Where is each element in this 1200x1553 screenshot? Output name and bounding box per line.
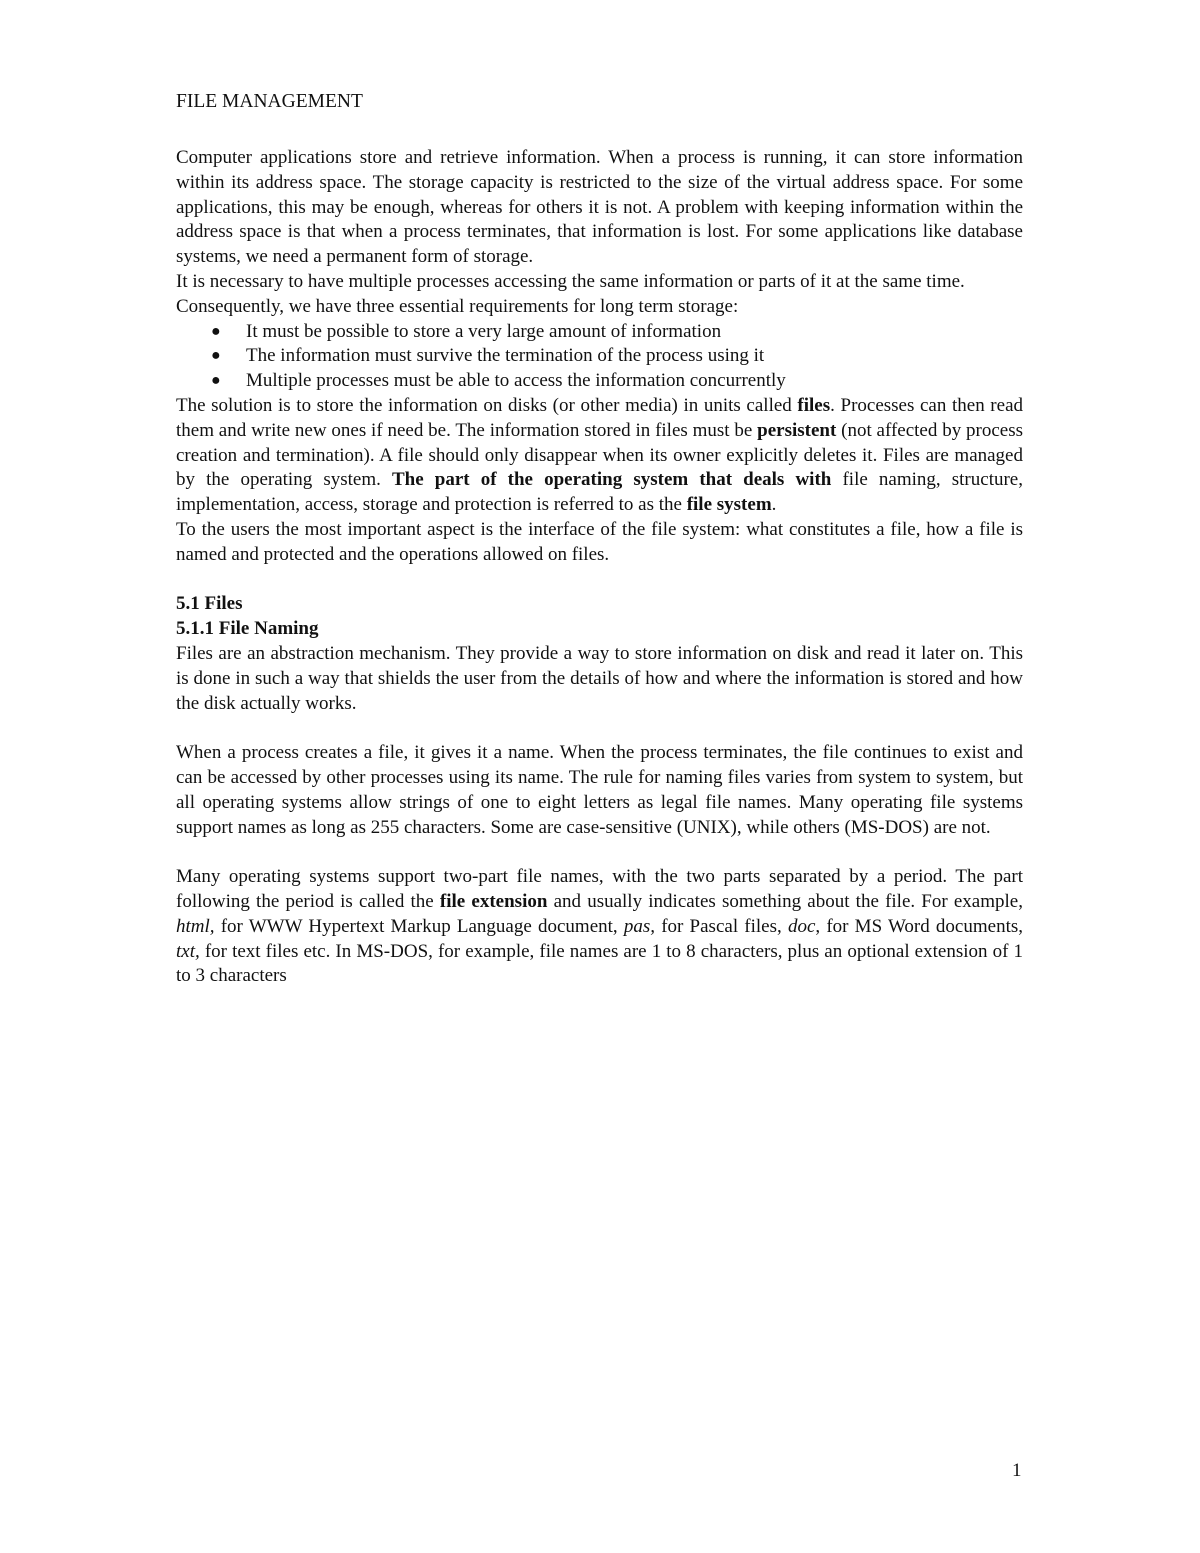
bullet-icon: ● xyxy=(211,322,221,340)
term-persistent: persistent xyxy=(757,419,837,441)
list-item xyxy=(211,369,1023,394)
solution-text: The solution is to store the information on disks (or other media) in units called xyxy=(176,394,798,416)
term-os-part: The part of the operating system that deals with xyxy=(391,469,832,491)
extension-text: and usually indicates something about the file. For example, xyxy=(547,890,1023,912)
term-file-system: file system xyxy=(686,494,772,516)
abstraction-paragraph: Files are an abstraction mechanism. They provide a way to store information on disk and read it later on. This is done in such a way that shields the user from the details of how and where the information is stored and how the disk actually works. xyxy=(176,642,1023,714)
list-item-text: It must be possible to store a very large amount of information xyxy=(246,320,722,342)
spacer xyxy=(176,840,1023,865)
solution-text: file naming, structure, implementation, access, storage and protection is referred to as the xyxy=(176,469,1023,516)
list-item xyxy=(211,320,1023,345)
example-txt: txt, xyxy=(176,940,200,962)
requirements-list xyxy=(176,320,1023,394)
list-item-text: The information must survive the termination of the process using it xyxy=(246,345,765,367)
page-content xyxy=(176,88,1023,989)
bullet-icon: ● xyxy=(211,347,221,365)
list-item xyxy=(211,344,1023,369)
spacer xyxy=(176,716,1023,741)
subsection-heading: 5.1.1 File Naming xyxy=(176,618,319,640)
multiple-access-paragraph: It is necessary to have multiple processes accessing the same information or parts of it at the same time. xyxy=(176,270,965,292)
term-files: files xyxy=(797,394,831,416)
extension-paragraph xyxy=(176,865,1023,989)
solution-text: (not affected by process creation and termination). A file should only disappear when its owner explicitly deletes it. Files are managed by the operating system. xyxy=(176,419,1023,491)
extension-text: Many operating systems support two-part file names, with the two parts separated by a period. The part following the period is called the xyxy=(176,866,1023,912)
extension-text: , for MS Word documents, xyxy=(815,915,1023,937)
extension-text: for text files etc. In MS-DOS, for example, file names are 1 to 8 characters, plus an optional extension of 1 to 3 characters xyxy=(176,940,1023,987)
solution-text: . xyxy=(771,494,777,516)
naming-paragraph: When a process creates a file, it gives it a name. When the process terminates, the file continues to exist and can be accessed by other processes using its name. The rule for naming files varies from system to system, but all operating systems allow strings of one to eight letters as legal file names. Many operating file systems support names as long as 255 characters. Some are case-sensitive (UNIX), while others (MS-DOS) are not. xyxy=(176,742,1023,838)
interface-paragraph: To the users the most important aspect is the interface of the file system: what constitutes a file, how a file is named and protected and the operations allowed on files. xyxy=(176,518,1023,565)
page-number: 1 xyxy=(1012,1460,1022,1481)
document-title: FILE MANAGEMENT xyxy=(176,91,363,112)
requirements-intro: Consequently, we have three essential requirements for long term storage: xyxy=(176,295,739,317)
extension-text: for WWW Hypertext Markup Language document, xyxy=(214,915,624,937)
spacer xyxy=(176,568,1023,593)
bullet-icon: ● xyxy=(211,372,221,390)
extension-text: for Pascal files, xyxy=(655,915,788,937)
section-heading: 5.1 Files xyxy=(176,593,243,615)
example-html: html, xyxy=(176,915,215,937)
list-item-text: Multiple processes must be able to access the information concurrently xyxy=(246,370,786,392)
example-doc: doc xyxy=(787,915,816,937)
solution-text: . Processes can then read them and write new ones if need be. The information stored in files must be xyxy=(176,394,1024,441)
solution-paragraph xyxy=(176,394,1023,518)
example-pas: pas, xyxy=(623,915,656,937)
term-file-extension: file extension xyxy=(439,890,548,912)
intro-paragraph: Computer applications store and retrieve information. When a process is running, it can store information within its address space. The storage capacity is restricted to the size of the virtual address space. For some applications, this may be enough, whereas for others it is not. A problem with keeping information within the address space is that when a process terminates, that information is lost. For some applications like database systems, we need a permanent form of storage. xyxy=(176,147,1023,268)
